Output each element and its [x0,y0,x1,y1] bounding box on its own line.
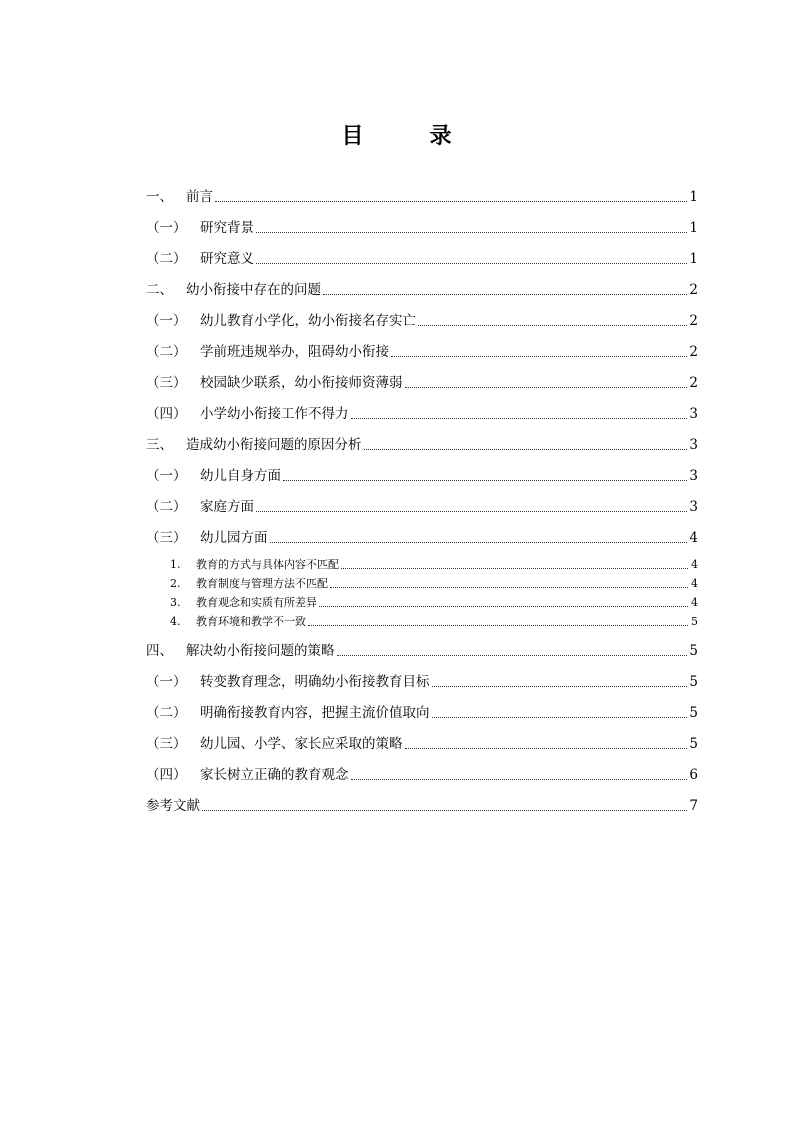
toc-entry-label [146,249,254,269]
toc-entry[interactable] [146,661,698,692]
toc-entry[interactable] [146,573,698,592]
toc-entry-text: 前言 [186,189,213,205]
toc-entry-number: 2. [170,577,181,590]
toc-entry-label [170,557,339,573]
toc-entry[interactable] [146,723,698,754]
toc-entry-text: 幼儿园、小学、家长应采取的策略 [200,736,403,752]
toc-dot-leader [256,232,687,233]
toc-entry-number: 一、 [146,189,173,205]
toc-entry-text: 教育环境和教学不一致 [196,615,306,628]
toc-entry[interactable] [146,393,698,424]
toc-entry-label [146,703,430,723]
toc-entry-number: 4. [170,615,181,628]
toc-entry-text: 研究背景 [200,220,254,236]
toc-page-number: 5 [689,736,698,752]
toc-entry[interactable] [146,754,698,785]
toc-entry[interactable] [146,207,698,238]
toc-dot-leader [202,810,687,811]
toc-entry-label [146,373,403,393]
toc-entry-text: 家庭方面 [200,499,254,515]
toc-entry[interactable] [146,176,698,207]
toc-dot-leader [337,655,688,656]
toc-dot-leader [323,294,687,295]
toc-entry-text: 学前班违规举办，阻碍幼小衔接 [200,344,389,360]
toc-entry-label [146,672,430,692]
toc-entry-number: 四、 [146,643,173,659]
toc-entry-number: 1. [170,558,181,571]
toc-entry-text: 教育制度与管理方法不匹配 [196,577,328,590]
toc-page-number: 5 [689,674,698,690]
toc-entry[interactable] [146,785,698,816]
toc-entry-label [146,187,213,207]
toc-entry-text: 教育的方式与具体内容不匹配 [196,558,339,571]
toc-entry[interactable] [146,592,698,611]
toc-page-number: 3 [689,499,698,515]
toc-entry-number: 三、 [146,437,173,453]
toc-dot-leader [405,748,688,749]
toc-entry[interactable] [146,486,698,517]
toc-entry-text: 研究意义 [200,251,254,267]
toc-dot-leader [391,356,687,357]
toc-entry-text: 解决幼小衔接问题的策略 [186,643,335,659]
toc-page-number: 4 [691,577,698,590]
toc-entry-number: （三） [146,736,187,752]
toc-entry-number: （三） [146,375,187,391]
toc-entry-text: 幼儿教育小学化，幼小衔接名存实亡 [200,313,416,329]
toc-entry-label [146,528,268,548]
toc-entry-text: 明确衔接教育内容，把握主流价值取向 [200,705,430,721]
toc-page-number: 2 [689,282,698,298]
toc-dot-leader [405,387,688,388]
toc-page-number: 5 [691,615,698,628]
toc-entry-number: （三） [146,530,187,546]
toc-dot-leader [270,542,688,543]
toc-page-number: 4 [691,596,698,609]
toc-dot-leader [351,418,688,419]
toc-entry-label [170,576,328,592]
toc-page-number: 2 [689,375,698,391]
toc-page-number: 3 [689,406,698,422]
toc-page-number: 7 [689,798,698,814]
toc-dot-leader [256,263,687,264]
toc-entry-label [170,595,317,611]
toc-entry-label [146,641,335,661]
table-of-contents [146,176,698,816]
toc-entry-number: （四） [146,406,187,422]
toc-entry-text: 教育观念和实质有所差异 [196,596,317,609]
toc-page-number: 1 [689,251,698,267]
toc-entry[interactable] [146,269,698,300]
toc-entry-number: （一） [146,468,187,484]
toc-entry-text: 幼儿自身方面 [200,468,281,484]
toc-entry[interactable] [146,362,698,393]
toc-entry-label [170,614,306,630]
toc-page-number: 3 [689,468,698,484]
toc-page-number: 2 [689,313,698,329]
toc-entry-label [146,435,362,455]
toc-entry-number: （二） [146,499,187,515]
toc-entry-label [146,497,254,517]
toc-dot-leader [215,201,687,202]
toc-entry-label [146,218,254,238]
toc-entry-number: （四） [146,767,187,783]
toc-page-number: 2 [689,344,698,360]
toc-page-number: 5 [689,643,698,659]
toc-dot-leader [308,625,688,626]
toc-page-number: 5 [689,705,698,721]
toc-entry-number: （二） [146,251,187,267]
toc-entry-number: （一） [146,313,187,329]
toc-entry-number: （一） [146,674,187,690]
toc-entry-label [146,796,200,816]
toc-entry-label [146,734,403,754]
toc-entry[interactable] [146,300,698,331]
toc-entry-number: （二） [146,344,187,360]
toc-dot-leader [432,717,688,718]
toc-entry[interactable] [146,611,698,630]
toc-entry-label [146,342,389,362]
toc-entry[interactable] [146,455,698,486]
toc-entry-number: 二、 [146,282,173,298]
toc-entry[interactable] [146,517,698,548]
toc-entry[interactable] [146,331,698,362]
toc-dot-leader [283,480,687,481]
toc-page-number: 4 [689,530,698,546]
toc-dot-leader [351,779,688,780]
toc-entry-text: 转变教育理念，明确幼小衔接教育目标 [200,674,430,690]
toc-entry[interactable] [146,630,698,661]
toc-entry-number: 3. [170,596,181,609]
toc-entry-text: 家长树立正确的教育观念 [200,767,349,783]
toc-dot-leader [418,325,687,326]
toc-dot-leader [432,686,688,687]
toc-entry[interactable] [146,692,698,723]
toc-entry[interactable] [146,424,698,455]
toc-dot-leader [330,587,688,588]
toc-page-number: 6 [689,767,698,783]
toc-entry-text: 参考文献 [146,798,200,814]
toc-entry-label [146,765,349,785]
toc-dot-leader [364,449,688,450]
toc-entry-number: （一） [146,220,187,236]
toc-entry[interactable] [146,238,698,269]
toc-entry-label [146,404,349,424]
toc-entry-text: 校园缺少联系，幼小衔接师资薄弱 [200,375,403,391]
toc-dot-leader [256,511,687,512]
toc-entry-text: 幼儿园方面 [200,530,268,546]
page-title: 目 录 [341,123,474,149]
toc-entry-label [146,280,321,300]
toc-page-number: 1 [689,220,698,236]
toc-entry-label [146,466,281,486]
toc-dot-leader [341,568,688,569]
toc-entry-text: 小学幼小衔接工作不得力 [200,406,349,422]
toc-entry[interactable] [146,548,698,573]
toc-dot-leader [319,606,688,607]
toc-entry-label [146,311,416,331]
toc-page-number: 1 [689,189,698,205]
toc-entry-text: 幼小衔接中存在的问题 [186,282,321,298]
toc-page-number: 4 [691,558,698,571]
toc-page-number: 3 [689,437,698,453]
toc-entry-number: （二） [146,705,187,721]
toc-entry-text: 造成幼小衔接问题的原因分析 [186,437,362,453]
